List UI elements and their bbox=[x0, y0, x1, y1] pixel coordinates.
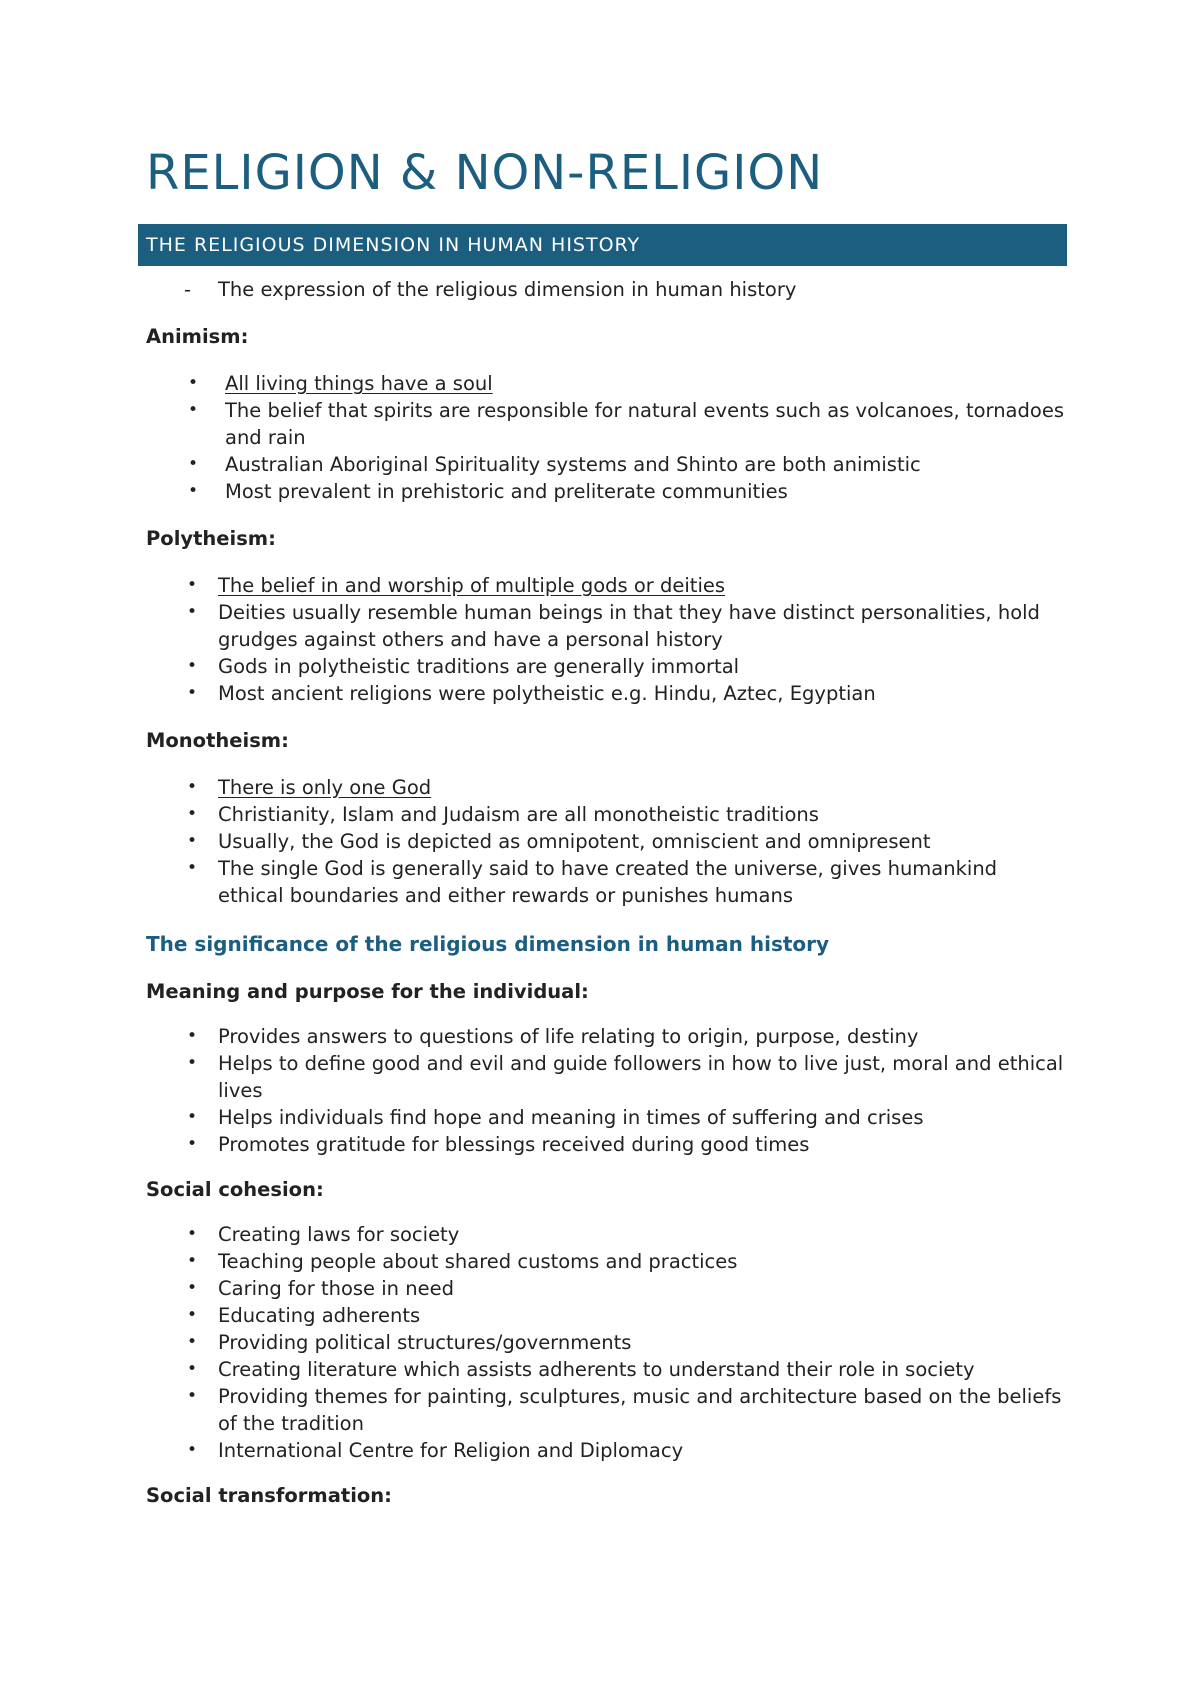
list-item-text: International Centre for Religion and Diplomacy bbox=[218, 1439, 684, 1462]
list-item bbox=[186, 653, 1066, 680]
bullet-icon: • bbox=[186, 1359, 198, 1379]
bullet-icon: • bbox=[186, 1251, 198, 1271]
bullet-icon: • bbox=[186, 575, 198, 595]
list-item bbox=[186, 855, 1066, 909]
list-item bbox=[186, 1050, 1066, 1104]
bullet-icon: • bbox=[186, 1134, 198, 1154]
list-item-text: Provides answers to questions of life relating to origin, purpose, destiny bbox=[218, 1025, 919, 1048]
bullet-icon: • bbox=[186, 1332, 198, 1352]
bullet-icon: • bbox=[187, 481, 199, 501]
monotheism-list bbox=[186, 774, 1066, 909]
list-item bbox=[186, 828, 1066, 855]
list-item-text: Helps individuals find hope and meaning in times of suffering and crises bbox=[218, 1106, 924, 1129]
list-item bbox=[186, 1356, 1066, 1383]
animism-heading: Animism: bbox=[146, 325, 249, 348]
list-item bbox=[186, 1437, 1066, 1464]
animism-list bbox=[187, 370, 1066, 505]
list-item bbox=[187, 478, 1066, 505]
bullet-icon: • bbox=[186, 1026, 198, 1046]
list-item bbox=[186, 1221, 1066, 1248]
list-item-text: The belief that spirits are responsible for natural events such as volcanoes, tornadoes and rain bbox=[225, 399, 1064, 449]
bullet-icon: • bbox=[186, 1386, 198, 1406]
list-item-text: Caring for those in need bbox=[218, 1277, 454, 1300]
list-item-text: Gods in polytheistic traditions are generally immortal bbox=[218, 655, 740, 678]
bullet-icon: • bbox=[186, 656, 198, 676]
list-item-text: There is only one God bbox=[218, 776, 432, 799]
document-body bbox=[146, 276, 1066, 1527]
significance-heading: The significance of the religious dimension in human history bbox=[146, 932, 830, 956]
list-item-text: Providing political structures/governments bbox=[218, 1331, 632, 1354]
list-item bbox=[187, 397, 1066, 451]
dash-marker: - bbox=[184, 278, 192, 301]
title-block bbox=[146, 140, 1066, 201]
bullet-icon: • bbox=[186, 1305, 198, 1325]
intro-text: The expression of the religious dimension in human history bbox=[218, 278, 797, 301]
list-item bbox=[186, 1131, 1066, 1158]
list-item-text: Most prevalent in prehistoric and preliterate communities bbox=[225, 480, 788, 503]
list-item-text: Teaching people about shared customs and practices bbox=[218, 1250, 738, 1273]
list-item bbox=[187, 451, 1066, 478]
bullet-icon: • bbox=[186, 1053, 198, 1073]
list-item bbox=[186, 1329, 1066, 1356]
list-item-text: The single God is generally said to have created the universe, gives humankind ethical boundaries and either rewards or punishes humans bbox=[218, 857, 998, 907]
list-item-text: Educating adherents bbox=[218, 1304, 421, 1327]
bullet-icon: • bbox=[186, 831, 198, 851]
list-item bbox=[186, 1275, 1066, 1302]
bullet-icon: • bbox=[186, 1440, 198, 1460]
list-item bbox=[186, 1302, 1066, 1329]
list-item bbox=[187, 370, 1066, 397]
list-item bbox=[186, 1248, 1066, 1275]
list-item bbox=[186, 774, 1066, 801]
transformation-heading: Social transformation: bbox=[146, 1484, 392, 1507]
monotheism-heading: Monotheism: bbox=[146, 729, 289, 752]
list-item-text: Australian Aboriginal Spirituality systems and Shinto are both animistic bbox=[225, 453, 921, 476]
bullet-icon: • bbox=[186, 804, 198, 824]
list-item bbox=[186, 680, 1066, 707]
list-item-text: Christianity, Islam and Judaism are all monotheistic traditions bbox=[218, 803, 819, 826]
cohesion-list bbox=[186, 1221, 1066, 1464]
list-item-text: Creating laws for society bbox=[218, 1223, 460, 1246]
bullet-icon: • bbox=[186, 683, 198, 703]
list-item-text: The belief in and worship of multiple gods or deities bbox=[218, 574, 726, 597]
bullet-icon: • bbox=[186, 858, 198, 878]
list-item-text: Deities usually resemble human beings in that they have distinct personalities, hold grudges against others and have a personal history bbox=[218, 601, 1040, 651]
bullet-icon: • bbox=[186, 1224, 198, 1244]
list-item bbox=[186, 801, 1066, 828]
list-item-text: Promotes gratitude for blessings received during good times bbox=[218, 1133, 810, 1156]
list-item-text: Creating literature which assists adherents to understand their role in society bbox=[218, 1358, 975, 1381]
intro-line bbox=[146, 276, 1066, 303]
bullet-icon: • bbox=[187, 400, 199, 420]
bullet-icon: • bbox=[187, 454, 199, 474]
polytheism-list bbox=[186, 572, 1066, 707]
list-item bbox=[186, 572, 1066, 599]
bullet-icon: • bbox=[186, 602, 198, 622]
bullet-icon: • bbox=[186, 1278, 198, 1298]
list-item-text: All living things have a soul bbox=[225, 372, 493, 395]
list-item bbox=[186, 599, 1066, 653]
meaning-list bbox=[186, 1023, 1066, 1158]
bullet-icon: • bbox=[186, 1107, 198, 1127]
list-item-text: Providing themes for painting, sculptures, music and architecture based on the beliefs of the tradition bbox=[218, 1385, 1062, 1435]
polytheism-heading: Polytheism: bbox=[146, 527, 276, 550]
list-item-text: Most ancient religions were polytheistic e.g. Hindu, Aztec, Egyptian bbox=[218, 682, 876, 705]
list-item bbox=[186, 1104, 1066, 1131]
list-item-text: Usually, the God is depicted as omnipotent, omniscient and omnipresent bbox=[218, 830, 931, 853]
bullet-icon: • bbox=[187, 373, 199, 393]
bullet-icon: • bbox=[186, 777, 198, 797]
cohesion-heading: Social cohesion: bbox=[146, 1178, 324, 1201]
meaning-heading: Meaning and purpose for the individual: bbox=[146, 980, 589, 1003]
list-item bbox=[186, 1383, 1066, 1437]
list-item bbox=[186, 1023, 1066, 1050]
section-banner: THE RELIGIOUS DIMENSION IN HUMAN HISTORY bbox=[138, 224, 1067, 266]
page-title: RELIGION & NON-RELIGION bbox=[146, 145, 824, 201]
list-item-text: Helps to define good and evil and guide followers in how to live just, moral and ethical lives bbox=[218, 1052, 1064, 1102]
